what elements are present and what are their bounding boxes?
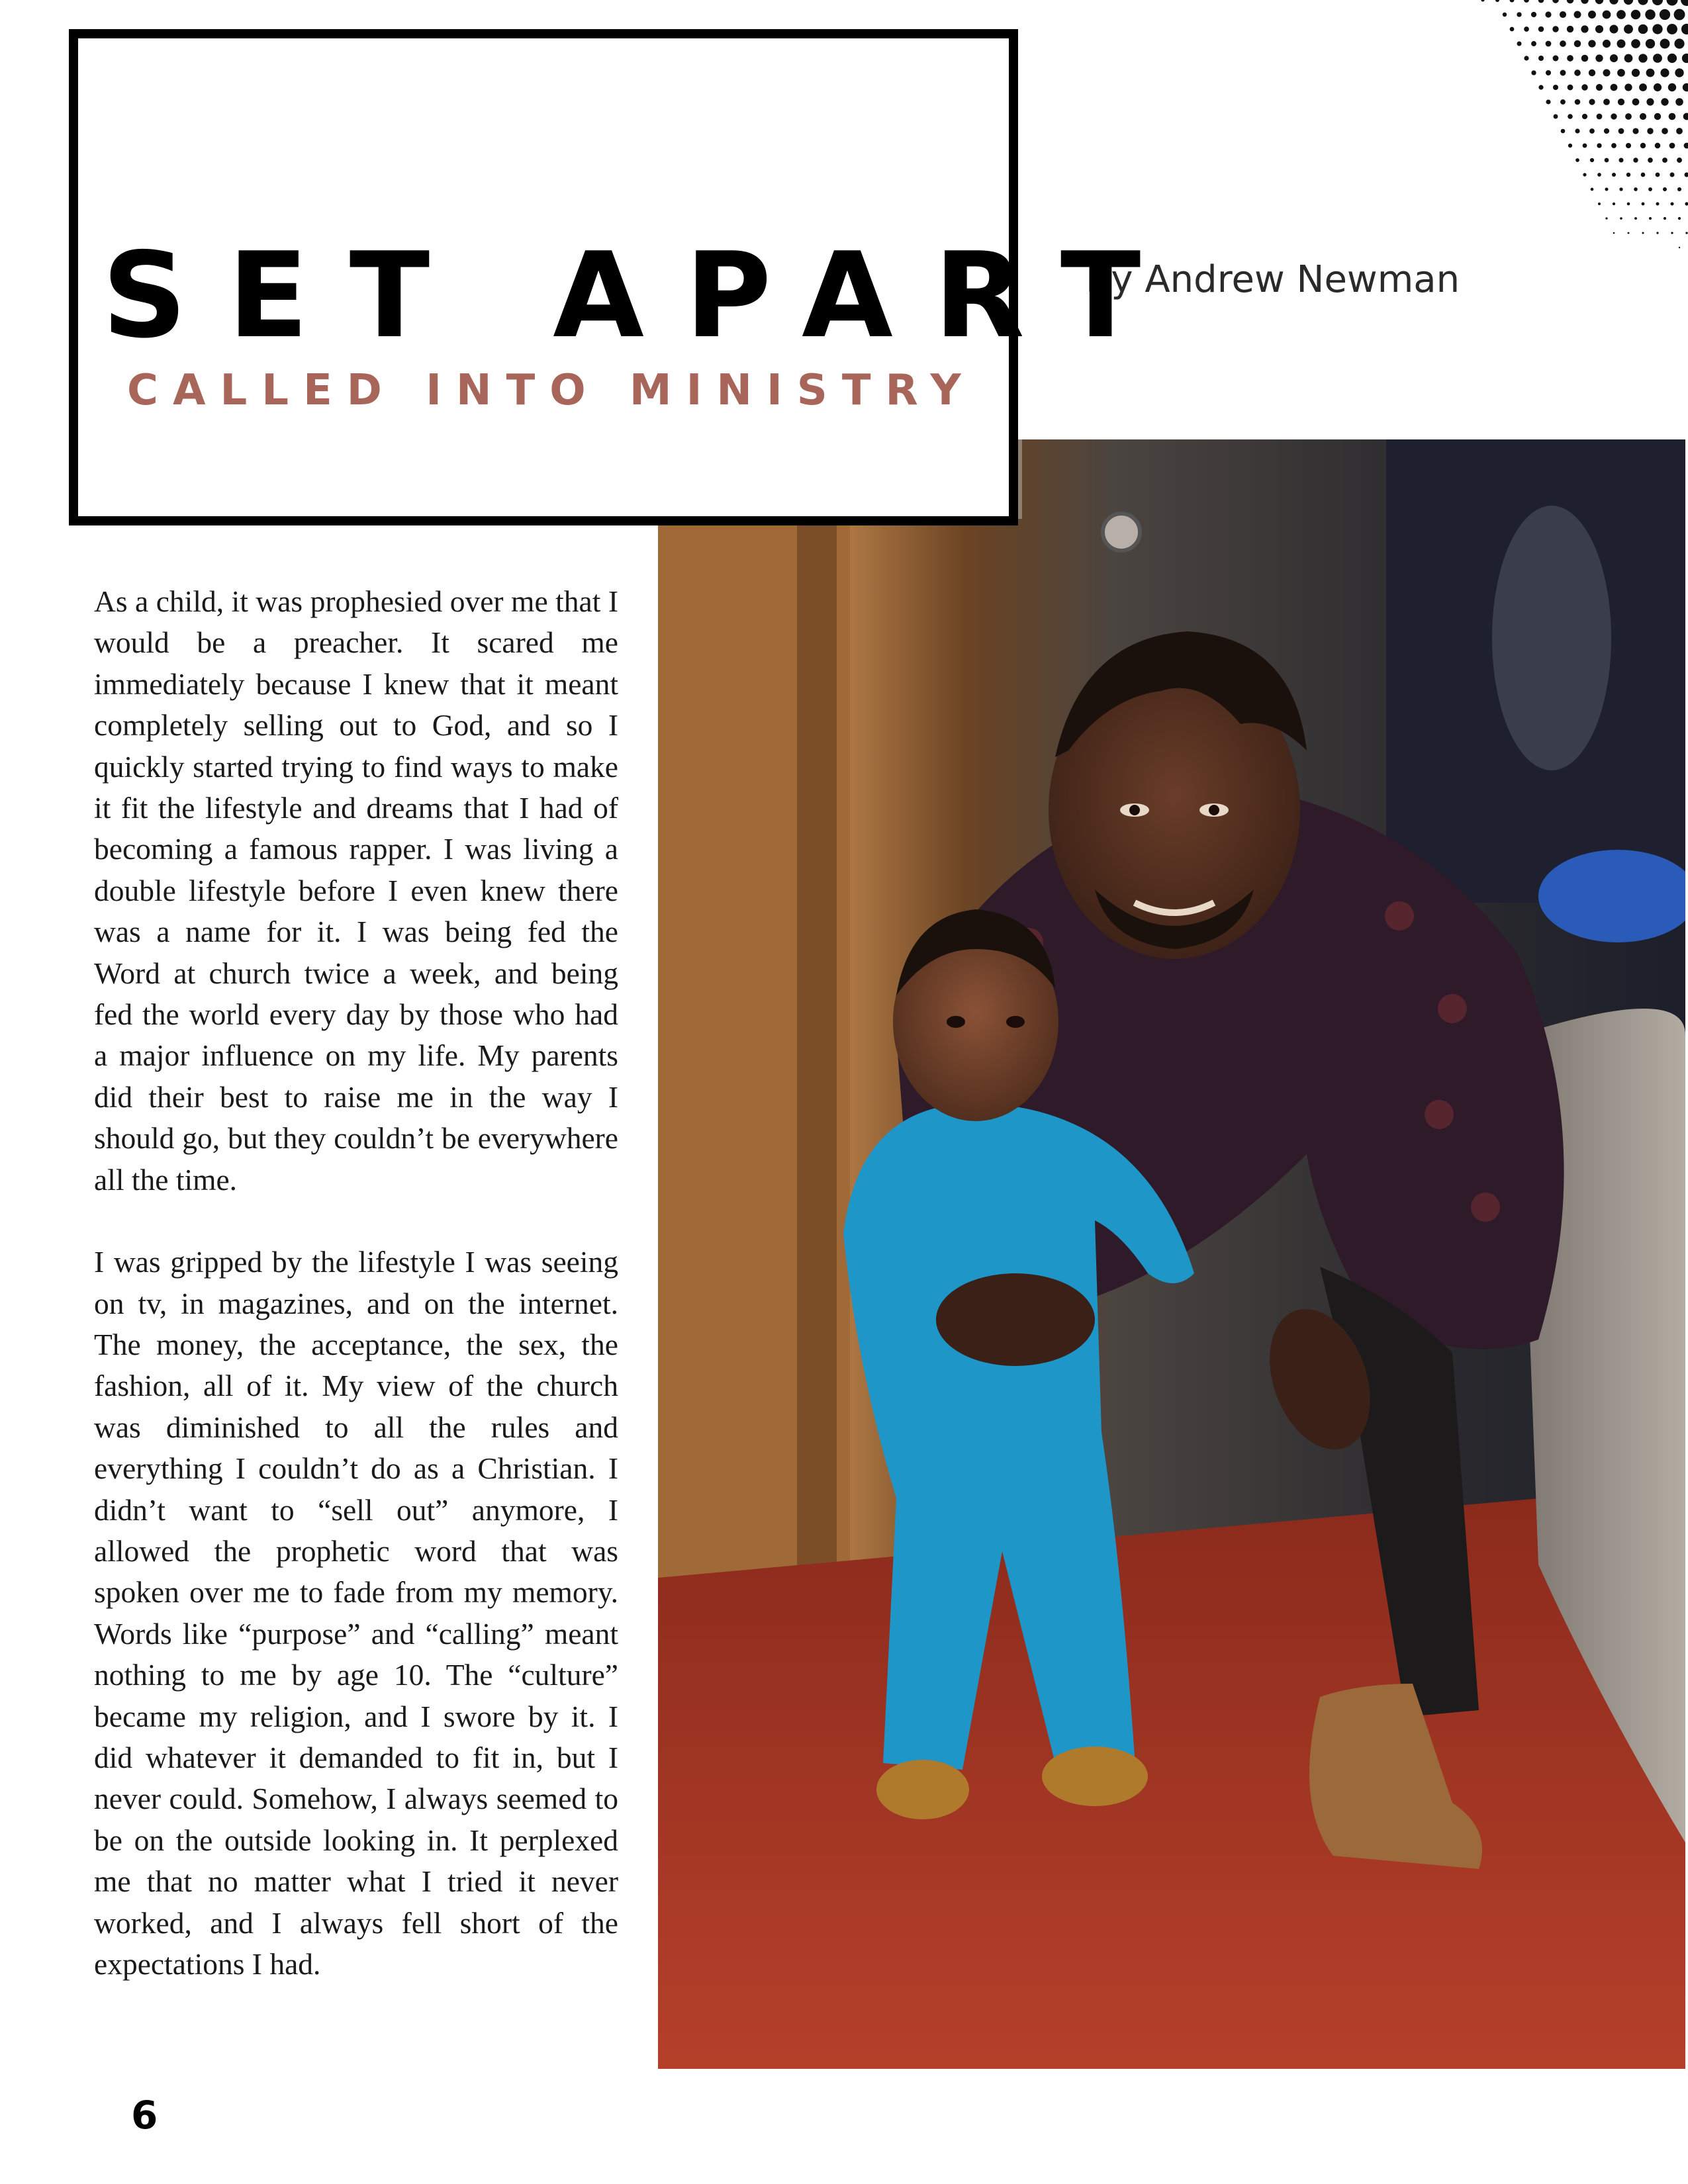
halftone-dot [1627, 203, 1630, 206]
halftone-dot [1574, 40, 1581, 48]
halftone-dot [1589, 69, 1595, 76]
halftone-dot [1611, 84, 1618, 91]
halftone-dot [1610, 54, 1618, 62]
halftone-dot [1495, 0, 1499, 2]
halftone-dot [1662, 158, 1667, 163]
halftone-dot [1663, 187, 1667, 191]
halftone-dot [1597, 114, 1603, 120]
halftone-dot [1638, 24, 1648, 34]
halftone-dot [1545, 11, 1551, 17]
halftone-dot [1676, 128, 1683, 134]
halftone-dot [1552, 0, 1559, 3]
halftone-dot [1625, 113, 1632, 120]
halftone-dot [1581, 84, 1587, 90]
halftone-dot [1590, 158, 1594, 162]
halftone-dot [1595, 54, 1603, 62]
halftone-dot [1668, 83, 1676, 91]
halftone-dot [1561, 129, 1566, 134]
halftone-dot [1670, 202, 1673, 205]
halftone-dot [1677, 158, 1682, 163]
halftone-dot [1560, 40, 1566, 47]
halftone-dot [1677, 187, 1681, 191]
halftone-dot [1524, 56, 1528, 60]
title-frame [69, 29, 1182, 525]
halftone-dot [1553, 85, 1558, 90]
halftone-dot [1581, 0, 1589, 4]
halftone-dot [1624, 24, 1633, 34]
halftone-dot [1654, 113, 1661, 120]
family-photo-icon [658, 439, 1685, 2069]
halftone-dot [1664, 217, 1666, 220]
halftone-dot [1597, 143, 1601, 148]
halftone-dot [1656, 173, 1660, 177]
halftone-dot [1675, 68, 1683, 77]
halftone-dot [1685, 202, 1688, 205]
halftone-dot [1574, 11, 1581, 19]
article-paragraph-2: I was gripped by the lifestyle I was seeing on tv, in magazines, and on the internet. The money, the acceptance, the sex, the fashion, all of it. My view of the church was diminished to all the rules and everything I couldn’t do as a Christian. I didn’t want to “sell out” anymore, I allowed the prophetic word that was spoken over me to fade from my memory. Words like “purpose” and “calling” meant nothing to me by age 10. The “culture” became my religion, and I swore by it. I did whatever it demanded to fit in, but I never could. Somehow, I always seemed to be on the outside looking in. It perplexed me that no matter what I tried it never worked, and I always fell short of the expectations I had. [94, 1245, 618, 1981]
halftone-dot [1674, 38, 1684, 48]
halftone-dot [1568, 144, 1572, 148]
author-byline: By Andrew Newman [1086, 258, 1460, 301]
article-body [94, 581, 618, 2026]
halftone-dot [1646, 69, 1655, 77]
halftone-dot [1517, 41, 1521, 46]
halftone-dot [1567, 55, 1573, 62]
halftone-dot [1652, 24, 1662, 34]
page-number: 6 [131, 2093, 158, 2138]
halftone-dot [1605, 187, 1608, 191]
halftone-dot [1618, 99, 1624, 105]
halftone-dot [1626, 173, 1630, 177]
halftone-dot [1560, 11, 1566, 18]
halftone-dot [1685, 232, 1687, 234]
halftone-dot [1640, 113, 1646, 120]
halftone-dot [1656, 232, 1658, 234]
feature-photo [658, 439, 1685, 2069]
halftone-dot [1662, 128, 1668, 134]
halftone-dot [1568, 85, 1573, 91]
halftone-dot [1660, 39, 1670, 49]
halftone-dot [1546, 70, 1551, 75]
halftone-dot [1679, 247, 1680, 248]
halftone-dot [1510, 27, 1515, 32]
halftone-dot [1517, 12, 1521, 17]
page-title: SET APART [102, 227, 1182, 364]
halftone-dot [1639, 83, 1647, 91]
halftone-dot [1538, 26, 1544, 32]
halftone-dot [1632, 99, 1640, 106]
halftone-dot [1653, 54, 1662, 63]
halftone-dot [1619, 187, 1622, 191]
halftone-dot [1624, 0, 1633, 5]
halftone-dot [1684, 143, 1688, 149]
halftone-dot [1670, 173, 1675, 177]
halftone-dot [1628, 232, 1630, 234]
halftone-dot [1531, 41, 1536, 46]
halftone-dot [1596, 84, 1603, 91]
halftone-dot [1642, 203, 1645, 206]
halftone-dot [1591, 188, 1594, 191]
halftone-dot [1603, 69, 1610, 76]
halftone-dot [1552, 26, 1558, 32]
halftone-dot [1671, 232, 1673, 234]
halftone-dot [1510, 0, 1515, 2]
halftone-dot [1648, 158, 1653, 163]
halftone-dot [1611, 113, 1617, 119]
halftone-dot [1610, 25, 1618, 34]
halftone-dot [1667, 0, 1678, 6]
halftone-dot [1568, 114, 1573, 119]
halftone-dot [1531, 12, 1536, 17]
halftone-dot [1598, 203, 1601, 205]
halftone-dot [1575, 158, 1579, 162]
halftone-dot [1674, 9, 1685, 21]
halftone-dot [1617, 69, 1625, 77]
halftone-dot [1661, 98, 1668, 105]
halftone-dot [1613, 203, 1615, 205]
halftone-dot [1655, 143, 1661, 149]
halftone-dot [1618, 128, 1624, 134]
halftone-dot [1632, 128, 1638, 134]
halftone-dot [1631, 39, 1640, 48]
halftone-dot [1646, 39, 1655, 48]
halftone-dot [1603, 11, 1611, 19]
halftone-dot [1667, 54, 1677, 63]
halftone-dot [1654, 83, 1662, 91]
halftone-dot [1546, 99, 1550, 104]
halftone-dot [1640, 143, 1646, 148]
halftone-dot [1524, 0, 1529, 3]
halftone-dot [1642, 232, 1644, 234]
halftone-dot [1669, 113, 1676, 120]
halftone-dot [1604, 128, 1609, 134]
page-subtitle: CALLED INTO MINISTRY [127, 366, 976, 415]
halftone-dot [1632, 69, 1640, 77]
halftone-dot [1624, 83, 1632, 91]
halftone-dot [1589, 99, 1595, 105]
halftone-dot [1667, 24, 1677, 34]
halftone-dot [1603, 40, 1611, 48]
halftone-dot [1595, 25, 1603, 33]
halftone-dot [1646, 98, 1654, 105]
halftone-dot [1678, 217, 1681, 220]
halftone-dot [1620, 217, 1622, 220]
halftone-dot [1583, 173, 1586, 176]
halftone-dot [1617, 40, 1626, 48]
halftone-dot [1567, 0, 1574, 3]
halftone-dot [1603, 99, 1610, 105]
halftone-dot [1581, 25, 1588, 32]
halftone-dot [1583, 144, 1587, 148]
halftone-dot [1613, 232, 1615, 234]
halftone-dot [1652, 0, 1663, 5]
halftone-dot [1554, 114, 1558, 119]
halftone-dot [1588, 11, 1596, 19]
halftone-dot [1546, 41, 1552, 47]
article-paragraph-1: As a child, it was prophesied over me that I would be a preacher. It scared me immediately because I knew that it meant completely selling out to God, and so I quickly started trying to find ways to make it fit the lifestyle and dreams that I had of becoming a famous rapper. I was living a double lifestyle before I even knew there was a name for it. I was being fed the Word at church twice a week, and being fed the world every day by those who had a major influence on my life. My parents did their best to raise me in the way I should go, but they couldn’t be everywhere all the time. [94, 584, 618, 1197]
halftone-dot [1538, 85, 1543, 89]
halftone-dot [1624, 54, 1633, 63]
halftone-dot [1641, 173, 1646, 177]
halftone-dot [1660, 9, 1670, 20]
halftone-dot [1481, 0, 1484, 2]
halftone-dot [1609, 0, 1618, 5]
halftone-dot [1682, 54, 1688, 63]
halftone-dot [1503, 13, 1507, 17]
halftone-dot [1675, 98, 1683, 106]
halftone-dot [1685, 173, 1688, 177]
halftone-dot [1617, 10, 1626, 19]
halftone-dot [1553, 56, 1559, 62]
halftone-dot [1645, 9, 1655, 19]
halftone-dot [1605, 217, 1607, 219]
halftone-dot [1595, 0, 1603, 4]
halftone-dot [1531, 70, 1536, 75]
halftone-dot [1669, 143, 1675, 149]
halftone-dot [1524, 26, 1529, 32]
halftone-dot [1631, 10, 1641, 20]
halftone-dot [1597, 173, 1601, 177]
halftone-dot [1681, 24, 1688, 34]
halftone-dot [1560, 70, 1566, 76]
halftone-dot [1634, 187, 1638, 191]
halftone-dot [1588, 40, 1595, 47]
halftone-dot [1581, 55, 1589, 62]
halftone-dot [1681, 0, 1688, 6]
halftone-dot [1626, 143, 1631, 148]
halftone-dot [1638, 54, 1647, 62]
halftone-dot [1649, 217, 1652, 220]
halftone-dot [1611, 143, 1617, 148]
halftone-dot [1560, 99, 1566, 105]
halftone-dot [1574, 69, 1581, 76]
halftone-dot [1618, 158, 1623, 162]
halftone-dot [1575, 99, 1581, 105]
halftone-dot [1538, 0, 1544, 3]
halftone-dot [1612, 173, 1616, 177]
halftone-dot [1575, 128, 1579, 133]
halftone-dot [1683, 113, 1688, 120]
halftone-dot [1633, 158, 1638, 162]
halftone-dot [1683, 83, 1688, 92]
halftone-dot [1634, 217, 1637, 220]
halftone-dot [1656, 202, 1659, 205]
halftone-dot [1538, 56, 1544, 61]
halftone-dot [1648, 187, 1652, 191]
halftone-dot [1638, 0, 1648, 5]
halftone-dot [1582, 114, 1587, 119]
halftone-dot [1647, 128, 1653, 134]
halftone-dot [1567, 26, 1573, 32]
halftone-dot [1660, 68, 1669, 77]
halftone-dot [1589, 128, 1595, 134]
halftone-dot [1605, 158, 1609, 163]
